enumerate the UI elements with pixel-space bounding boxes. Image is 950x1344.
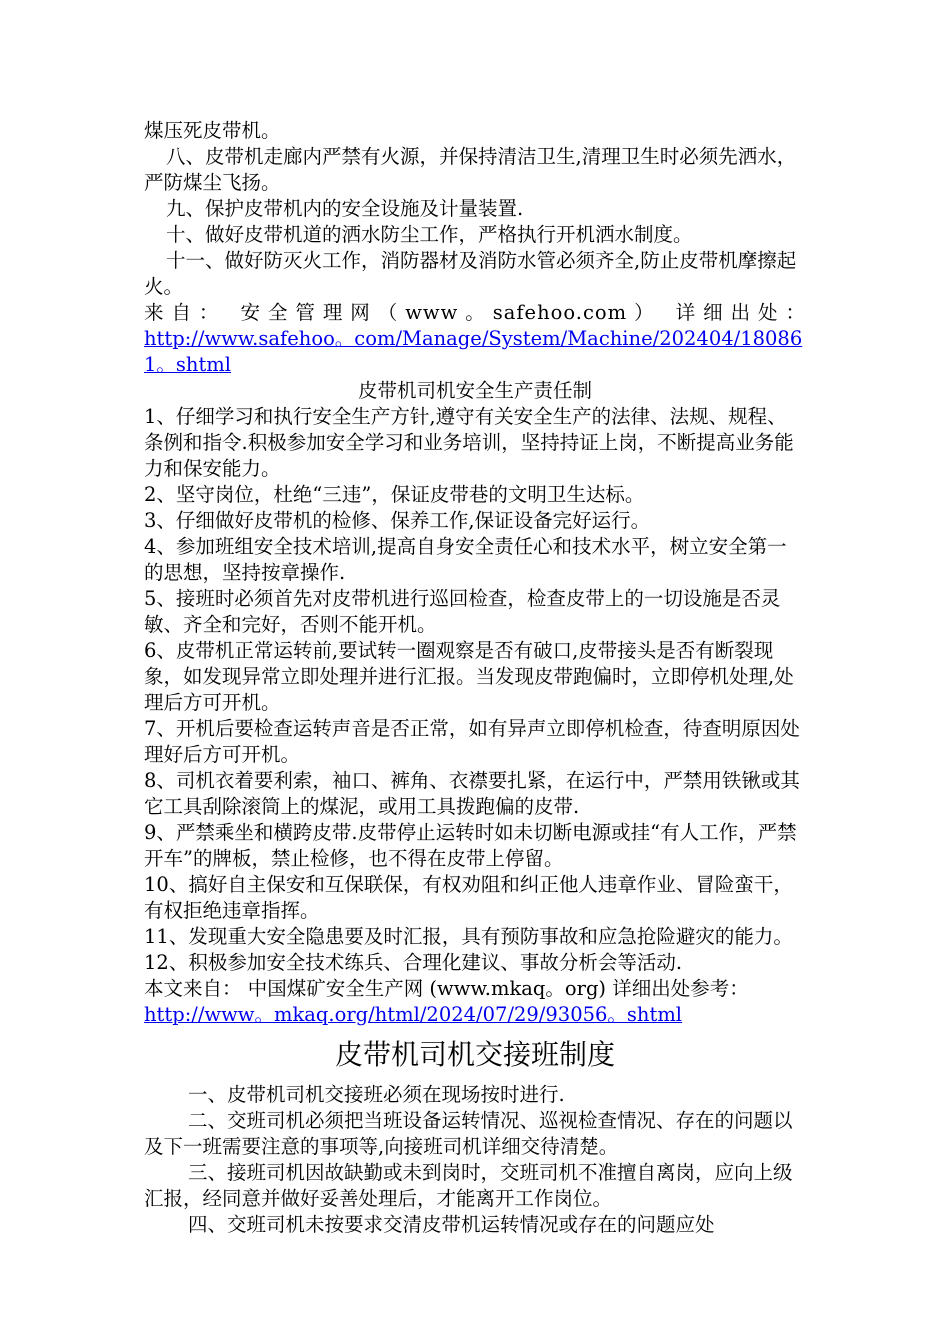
source-link[interactable]: http://www.safehoo。com/Manage/System/Machine/202404/180861。shtml (144, 327, 803, 376)
list-item: 10、搞好自主保安和互保联保，有权劝阻和纠正他人违章作业、冒险蛮干，有权拒绝违章指挥。 (144, 873, 793, 922)
section-title: 皮带机司机安全生产责任制 (357, 379, 592, 402)
paragraph: 四、交班司机未按要求交清皮带机运转情况或存在的问题应处 (188, 1213, 715, 1236)
list-item: 9、严禁乘坐和横跨皮带.皮带停止运转时如未切断电源或挂“有人工作，严禁开车”的牌板，禁止检修，也不得在皮带上停留。 (144, 821, 797, 870)
paragraph: 二、交班司机必须把当班设备运转情况、巡视检查情况、存在的问题以及下一班需要注意的事项等,向接班司机详细交待清楚。 (144, 1109, 793, 1158)
paragraph: 八、皮带机走廊内严禁有火源，并保持清洁卫生,清理卫生时必须先洒水，严防煤尘飞扬。 (144, 145, 797, 194)
paragraph: 一、皮带机司机交接班必须在现场按时进行. (188, 1083, 565, 1106)
document-page (144, 118, 806, 1238)
source-link[interactable]: http://www。mkaq.org/html/2024/07/29/93056。shtml (144, 1003, 683, 1026)
paragraph: 三、接班司机因故缺勤或未到岗时，交班司机不准擅自离岗，应向上级汇报，经同意并做好妥善处理后，才能离开工作岗位。 (144, 1161, 793, 1210)
section-title: 皮带机司机交接班制度 (334, 1038, 615, 1071)
paragraph: 十、做好皮带机道的洒水防尘工作，严格执行开机洒水制度。 (166, 223, 693, 246)
paragraph: 煤压死皮带机。 (144, 119, 281, 142)
source-line: 来自： 安全管理网（www。safehoo.com） 详细出处： (144, 301, 806, 324)
source-line: 本文来自： 中国煤矿安全生产网 (www.mkaq。org) 详细出处参考： (144, 977, 749, 1000)
list-item: 2、坚守岗位，杜绝“三违”，保证皮带巷的文明卫生达标。 (144, 483, 645, 506)
paragraph: 九、保护皮带机内的安全设施及计量装置. (166, 197, 524, 220)
list-item: 3、仔细做好皮带机的检修、保养工作,保证设备完好运行。 (144, 509, 651, 532)
list-item: 12、积极参加安全技术练兵、合理化建议、事故分析会等活动. (144, 951, 683, 974)
list-item: 6、皮带机正常运转前,要试转一圈观察是否有破口,皮带接头是否有断裂现象，如发现异常立即处理并进行汇报。当发现皮带跑偏时，立即停机处理,处理后方可开机。 (144, 639, 794, 714)
list-item: 11、发现重大安全隐患要及时汇报，具有预防事故和应急抢险避灾的能力。 (144, 925, 793, 948)
list-item: 8、司机衣着要利索，袖口、裤角、衣襟要扎紧，在运行中，严禁用铁锹或其它工具刮除滚筒上的煤泥，或用工具拨跑偏的皮带. (144, 769, 800, 818)
list-item: 4、参加班组安全技术培训,提高自身安全责任心和技术水平，树立安全第一的思想，坚持按章操作. (144, 535, 787, 584)
paragraph: 十一、做好防灭火工作，消防器材及消防水管必须齐全,防止皮带机摩擦起火。 (144, 249, 797, 298)
list-item: 5、接班时必须首先对皮带机进行巡回检查，检查皮带上的一切设施是否灵敏、齐全和完好，否则不能开机。 (144, 587, 781, 636)
list-item: 1、仔细学习和执行安全生产方针,遵守有关安全生产的法律、法规、规程、条例和指令.积极参加安全学习和业务培训，坚持持证上岗，不断提高业务能力和保安能力。 (144, 405, 794, 480)
list-item: 7、开机后要检查运转声音是否正常，如有异声立即停机检查，待查明原因处理好后方可开机。 (144, 717, 800, 766)
